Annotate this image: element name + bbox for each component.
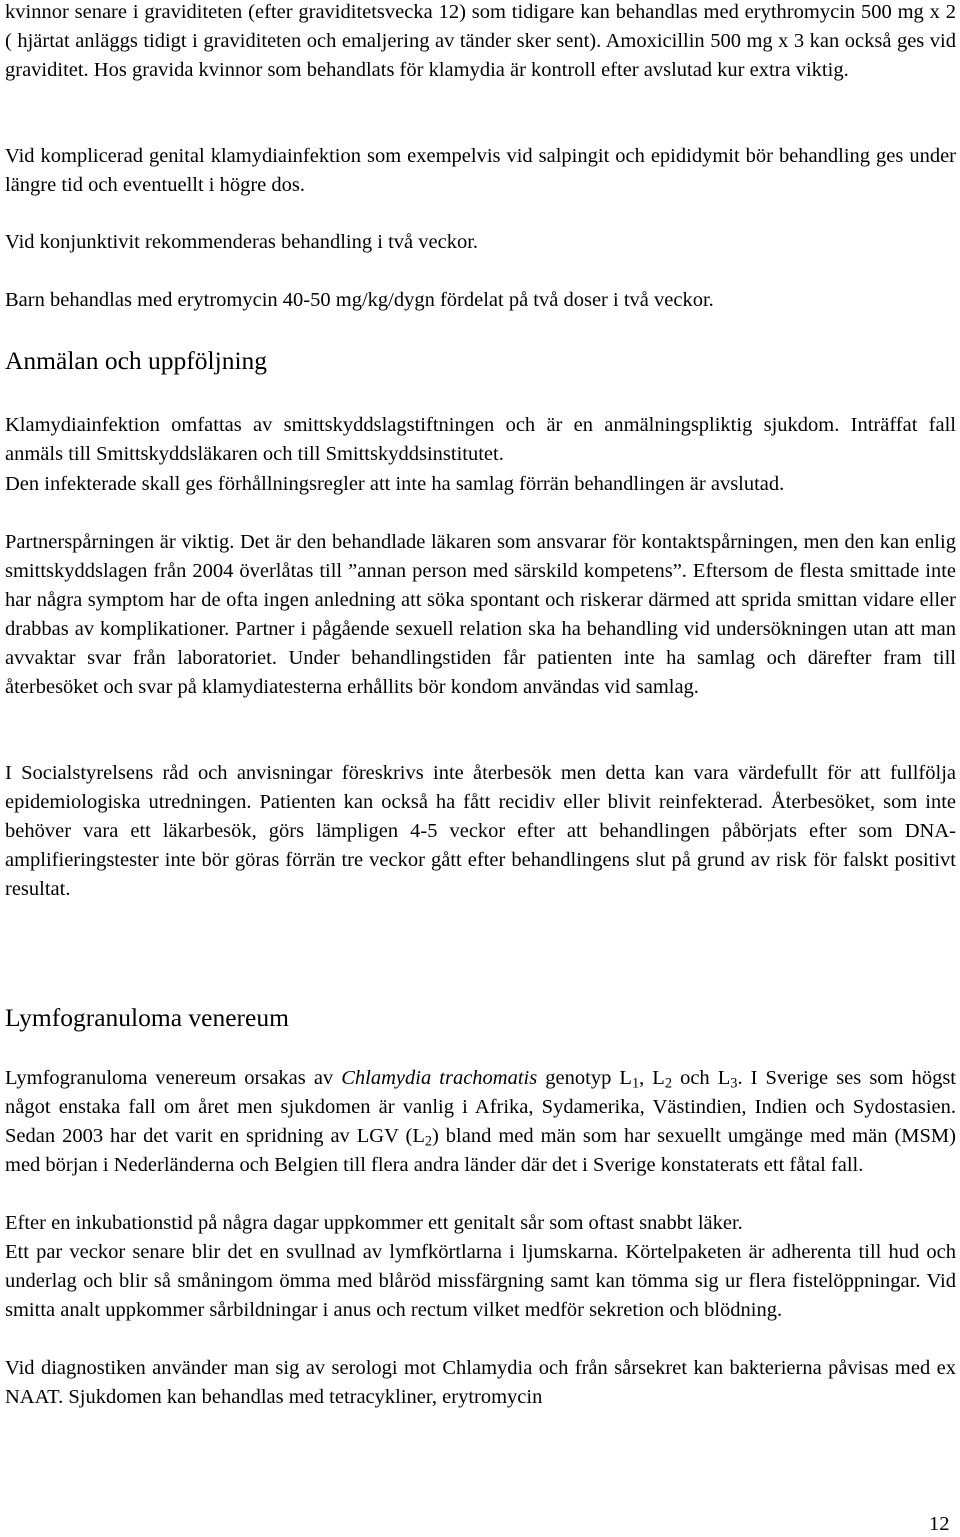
- genotype-sub-2: 2: [664, 1075, 672, 1092]
- paragraph-children-treatment: Barn behandlas med erytromycin 40-50 mg/kg/dygn fördelat på två doser i två veckor.: [5, 289, 714, 311]
- genotype-sub-1: 1: [631, 1075, 640, 1092]
- paragraph-incubation: Efter en inkubationstid på några dagar uppkommer ett genitalt sår som oftast snabbt läker.: [5, 1212, 743, 1234]
- lgv-text-1: Lymfogranuloma venereum orsakas av: [5, 1067, 342, 1089]
- paragraph-complicated-infection: Vid komplicerad genital klamydiainfektion som exempelvis vid salpingit och epididymit bör behandling ges under längre tid och eventuellt i högre dos.: [5, 145, 956, 196]
- paragraph-pregnancy-treatment: kvinnor senare i graviditeten (efter graviditetsvecka 12) som tidigare kan behandlas med erythromycin 500 mg x 2 ( hjärtat anläggs tidigt i graviditeten och emaljering av tänder sker sent). Amoxicillin 500 mg x 3 kan också ges vid graviditet. Hos gravida kvinnor som behandlats för klamydia är kontroll efter avslutad kur extra viktig.: [5, 1, 956, 81]
- lgv-text-3: , L: [639, 1067, 665, 1089]
- paragraph-diagnostics: Vid diagnostiken använder man sig av serologi mot Chlamydia och från sårsekret kan bakterierna påvisas med ex NAAT. Sjukdomen kan behandlas med tetracykliner, erytromycin: [5, 1357, 956, 1408]
- lgv-text-4: och L: [672, 1067, 731, 1089]
- paragraph-lymph-swelling: Ett par veckor senare blir det en svullnad av lymfkörtlarna i ljumskarna. Körtelpaketen är adherenta till hud och underlag och blir så småningom ömma med blåröd missfärgning samt kan tömma sig ur flera fistelöppningar. Vid smitta analt uppkommer sårbildningar i anus och rectum vilket medför sekretion och blödning.: [5, 1241, 956, 1321]
- lgv-text-2: genotyp L: [537, 1067, 632, 1089]
- genotype-sub-3: 3: [730, 1075, 738, 1092]
- lgv-text-6: ) bland med män som har sexuellt umgänge med män (MSM) med början i Nederländerna och Belgien till flera andra länder där det i Sverige konstaterats ett fåtal fall.: [5, 1125, 956, 1176]
- genotype-sub-4: 2: [424, 1133, 433, 1150]
- page-number: 12: [929, 1513, 950, 1535]
- paragraph-conjunctivitis: Vid konjunktivit rekommenderas behandling i två veckor.: [5, 231, 479, 253]
- paragraph-lgv-intro: [5, 1064, 956, 1180]
- paragraph-partner-tracing: Partnerspårningen är viktig. Det är den behandlade läkaren som ansvarar för kontaktspårningen, men den kan enlig smittskyddslagen från 2004 överlåtas till ”annan person med särskild kompetens”. Eftersom de flesta smittade inte har några symptom har de ofta ingen anledning att söka spontant och riskerar därmed att sprida smittan vidare eller drabbas av komplikationer. Partner i pågående sexuell relation ska ha behandling vid undersökningen utan att man avvaktar svar från laboratoriet. Under behandlingstiden får patienten inte ha samlag och därefter fram till återbesöket och svar på klamydiatesterna erhållits bör kondom användas vid samlag.: [5, 531, 956, 698]
- lgv-text-5: . I Sverige ses som högst något enstaka fall om året men sjukdomen är vanlig i Afrika, Sydamerika, Västindien, Indien och Sydostasien. Sedan 2003 har det varit en spridning av LGV (L: [5, 1067, 956, 1147]
- species-name: Chlamydia trachomatis: [341, 1067, 538, 1089]
- paragraph-conduct-rules: Den infekterade skall ges förhållningsregler att inte ha samlag förrän behandlingen är avslutad.: [5, 473, 785, 495]
- heading-lymphogranuloma-venereum: Lymfogranuloma venereum: [5, 1003, 289, 1032]
- heading-reporting-followup: Anmälan och uppföljning: [5, 346, 268, 375]
- paragraph-follow-up-visit: I Socialstyrelsens råd och anvisningar föreskrivs inte återbesök men detta kan vara värdefullt för att fullfölja epidemiologiska utredningen. Patienten kan också ha fått recidiv eller blivit reinfekterad. Återbesöket, som inte behöver vara ett läkarbesök, görs lämpligen 4-5 veckor efter att behandlingen påbörjats efter som DNA-amplifieringstester inte bör göras förrän tre veckor gått efter behandlingens slut på grund av risk för falskt positivt resultat.: [5, 762, 956, 900]
- paragraph-notifiable-disease: Klamydiainfektion omfattas av smittskyddslagstiftningen och är en anmälningspliktig sjukdom. Inträffat fall anmäls till Smittskyddsläkaren och till Smittskyddsinstitutet.: [5, 414, 956, 465]
